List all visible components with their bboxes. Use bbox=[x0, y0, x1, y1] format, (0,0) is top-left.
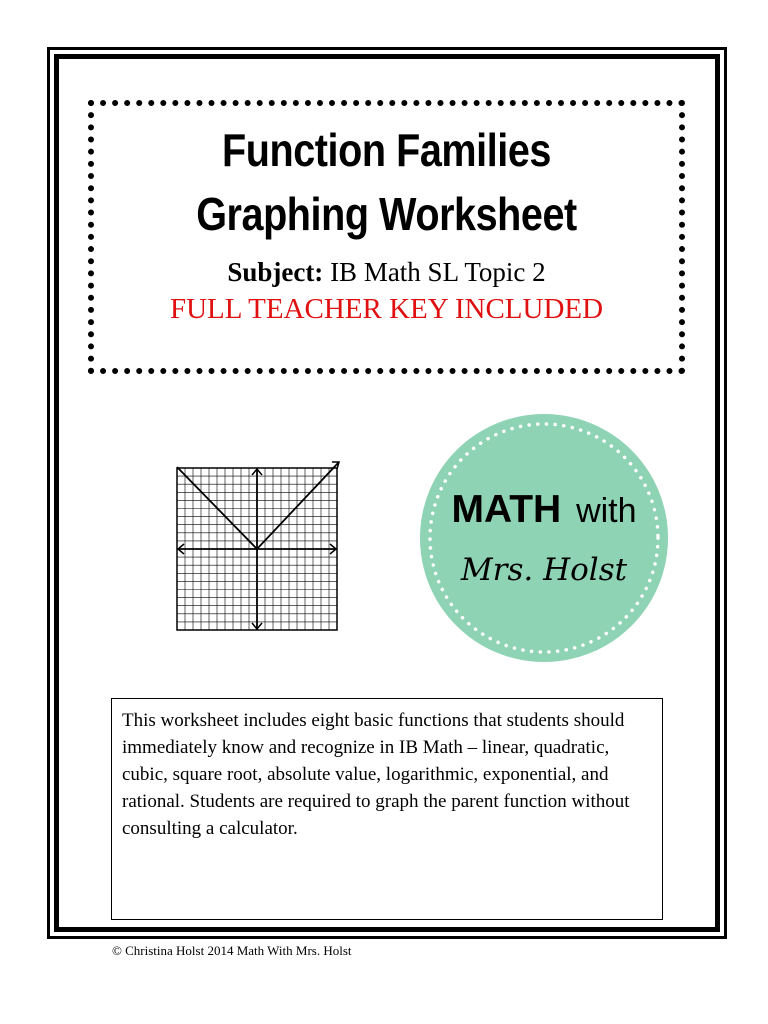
math-with-mrs-holst-logo bbox=[418, 412, 670, 664]
description-text: This worksheet includes eight basic functions that students should immediately know and recognize in IB Math – linear, quadratic, cubic, square root, absolute value, logarithmic, exponential, and rational. Students are required to graph the parent function without consulting a calculator. bbox=[122, 710, 630, 839]
copyright-footer: © Christina Holst 2014 Math With Mrs. Holst bbox=[112, 943, 352, 958]
svg-text:MATH with bbox=[451, 488, 636, 531]
subject-label: Subject: bbox=[227, 257, 324, 287]
logo-circle bbox=[420, 414, 668, 662]
teacher-key-notice: FULL TEACHER KEY INCLUDED bbox=[169, 293, 604, 325]
logo-word-math: MATH bbox=[451, 488, 562, 531]
description-box bbox=[111, 698, 663, 920]
absolute-value-graph bbox=[173, 458, 341, 635]
absolute-value-curve bbox=[177, 462, 339, 549]
logo-word-with: with bbox=[576, 492, 637, 530]
subject-line bbox=[88, 255, 685, 289]
logo-name: Mrs. Holst bbox=[460, 552, 628, 588]
subject-value: IB Math SL Topic 2 bbox=[330, 257, 546, 287]
title-line-1: Function Families bbox=[221, 124, 551, 176]
page-title bbox=[130, 118, 643, 246]
title-line-2: Graphing Worksheet bbox=[196, 188, 577, 240]
